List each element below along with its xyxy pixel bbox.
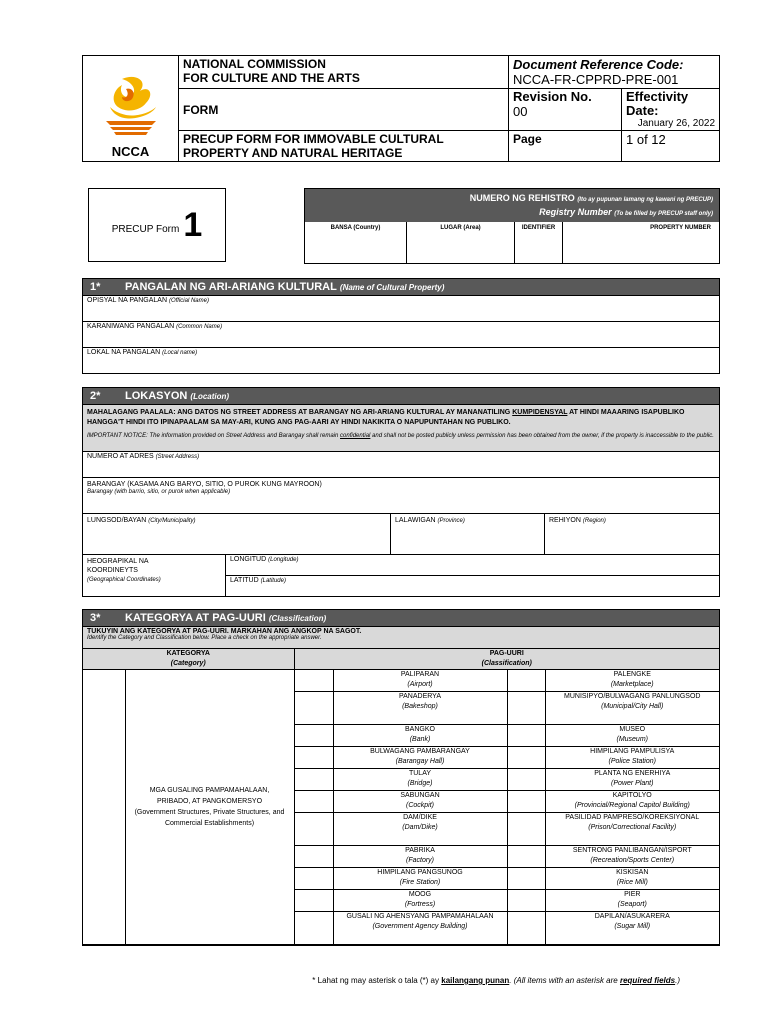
category-header-text: KATEGORYA (166, 650, 210, 657)
precup-number: 1 (183, 205, 203, 244)
classification-checkbox-left[interactable] (294, 813, 333, 846)
classification-item-left (333, 846, 507, 868)
section-2-bar (83, 388, 719, 404)
notice-en-confidential: confidential (340, 433, 371, 439)
classification-item-right (545, 791, 719, 813)
logo-text: NCCA (111, 144, 150, 159)
category-checkbox[interactable] (83, 670, 125, 945)
classification-item-left (333, 890, 507, 912)
footer-required: kailangang punan (441, 976, 510, 985)
classification-checkbox-left[interactable] (294, 769, 333, 791)
classification-item-left (333, 725, 507, 747)
org-line-1: NATIONAL COMMISSION (183, 57, 326, 71)
classification-header-en: (Classification) (481, 660, 532, 667)
precup-label: PRECUP Form (111, 223, 180, 235)
classification-row (83, 670, 719, 692)
classification-right-label: MUNISIPYO/BULWAGANG PANLUNGSOD (564, 693, 701, 700)
longitude-label-en: (Longitude) (268, 557, 299, 563)
classification-header (294, 649, 719, 670)
title-line-1: PRECUP FORM FOR IMMOVABLE CULTURAL (183, 132, 444, 146)
registry-box (304, 188, 720, 264)
category-text-3: (Government Structures, Private Structures, and Commercial Establishments) (134, 809, 285, 827)
classification-item-left (333, 868, 507, 890)
section-1-title: PANGALAN NG ARI-ARIANG KULTURAL (125, 281, 337, 293)
classification-table (83, 648, 719, 945)
classification-item-left (333, 747, 507, 769)
notice-en-a: IMPORTANT NOTICE: The information provided on Street Address and Barangay shall remain (87, 433, 339, 439)
province-label-en: (Province) (437, 518, 465, 524)
city-field[interactable] (83, 514, 391, 554)
ref-label: Document Reference Code: (513, 57, 684, 72)
classification-item-right (545, 890, 719, 912)
classification-left-label-en: (Government Agency Building) (372, 923, 468, 930)
official-name-field[interactable] (83, 295, 719, 321)
classification-instructions (83, 626, 719, 648)
street-label-en: (Street Address) (155, 454, 200, 460)
classification-checkbox-right[interactable] (507, 670, 545, 692)
classification-right-label: HIMPILANG PAMPULISYA (590, 748, 675, 755)
classification-checkbox-right[interactable] (507, 692, 545, 725)
classification-right-label-en: (Police Station) (608, 758, 656, 765)
classification-left-label: DAM/DIKE (403, 814, 437, 821)
classification-item-right (545, 670, 719, 692)
city-label-en: (City/Municipality) (148, 518, 196, 524)
title-line-2: PROPERTY AND NATURAL HERITAGE (183, 146, 403, 160)
section-3-title-en: (Classification) (268, 613, 327, 623)
form-label: FORM (179, 89, 509, 131)
classification-checkbox-right[interactable] (507, 769, 545, 791)
classification-right-label-en: (Sugar Mill) (614, 923, 651, 930)
classification-checkbox-left[interactable] (294, 890, 333, 912)
classification-right-label: KAPITOLYO (612, 792, 652, 799)
classification-right-label: PLANTA NG ENERHIYA (594, 770, 671, 777)
section-1-title-en: (Name of Cultural Property) (339, 282, 445, 292)
classification-left-label: TULAY (408, 770, 432, 777)
classification-item-left (333, 912, 507, 945)
important-notice (83, 404, 719, 451)
latitude-field[interactable] (226, 575, 719, 596)
registry-title: NUMERO NG REHISTRO (469, 193, 575, 203)
ref-value: NCCA-FR-CPPRD-PRE-001 (513, 72, 679, 87)
geo-label-1: HEOGRAPIKAL NA (87, 558, 149, 565)
classification-right-label: PASILIDAD PAMPRESO/KOREKSIYONAL (565, 814, 700, 821)
classification-item-right (545, 813, 719, 846)
footer-text-c: .) (675, 976, 680, 985)
classification-checkbox-right[interactable] (507, 912, 545, 945)
classification-right-label-en: (Rice Mill) (616, 879, 648, 886)
classification-checkbox-left[interactable] (294, 791, 333, 813)
classification-right-label-en: (Museum) (616, 736, 648, 743)
classification-left-label-en: (Bridge) (407, 780, 433, 787)
classification-left-label: SABUNGAN (400, 792, 440, 799)
common-name-label: KARANIWANG PANGALAN (87, 323, 175, 330)
registry-subtitle: Registry Number (539, 207, 612, 217)
revision-value: 00 (513, 104, 528, 119)
ncca-flame-logo-icon (96, 71, 166, 139)
page-value: 1 of 12 (622, 131, 720, 162)
classification-left-label-en: (Bakeshop) (402, 703, 438, 710)
classification-right-label-en: (Municipal/City Hall) (601, 703, 664, 710)
classification-left-label-en: (Bank) (409, 736, 431, 743)
classification-right-label-en: (Recreation/Sports Center) (590, 857, 675, 864)
classification-left-label: PALIPARAN (400, 671, 440, 678)
notice-text-b: AT HINDI MAAARING ISAPUBLIKO HANGGA'T HINDI ITO IPINAPAALAM SA MAY-ARI, KUNG ANG PAG-AARI AY HINDI NAKIKITA O NAPUPUNTAHAN NG PUBLIKO. (87, 409, 685, 426)
classification-checkbox-right[interactable] (507, 813, 545, 846)
instructions-text: TUKUYIN ANG KATEGORYA AT PAG-UURI. MARKAHAN ANG ANGKOP NA SAGOT. (87, 628, 362, 635)
local-name-label: LOKAL NA PANGALAN (87, 349, 161, 356)
classification-checkbox-left[interactable] (294, 670, 333, 692)
classification-checkbox-left[interactable] (294, 692, 333, 725)
common-name-field[interactable] (83, 321, 719, 347)
classification-checkbox-right[interactable] (507, 791, 545, 813)
section-3-bar (83, 610, 719, 626)
classification-left-label-en: (Dam/Dike) (402, 824, 438, 831)
classification-right-label: SENTRONG PANLIBANGAN/ISPORT (572, 847, 692, 854)
category-text-2: PRIBADO, AT PANGKOMERSYO (156, 798, 263, 805)
geo-label-en: (Geographical Coordinates) (87, 577, 161, 583)
section-1-bar (83, 279, 719, 295)
region-label: REHIYON (549, 517, 581, 524)
region-label-en: (Region) (582, 518, 606, 524)
city-label: LUNGSOD/BAYAN (87, 517, 147, 524)
effectivity-cell (622, 89, 720, 131)
org-name-cell (179, 56, 509, 89)
section-3-classification (82, 609, 720, 946)
longitude-label: LONGITUD (230, 556, 267, 563)
classification-item-right (545, 725, 719, 747)
section-2-location (82, 387, 720, 597)
classification-left-label-en: (Fire Station) (399, 879, 441, 886)
effectivity-label-1: Effectivity (626, 89, 689, 104)
classification-right-label-en: (Marketplace) (610, 681, 654, 688)
classification-item-left (333, 692, 507, 725)
common-name-label-en: (Common Name) (176, 324, 223, 330)
section-1-number: 1* (90, 281, 101, 293)
footer-required-fields: required fields (619, 976, 676, 985)
classification-left-label-en: (Airport) (407, 681, 433, 688)
footer-note (0, 976, 768, 985)
section-1-name (82, 278, 720, 374)
registry-title-note: (Ito ay pupunan lamang ng kawani ng PRECUP) (577, 197, 713, 203)
effectivity-value: January 26, 2022 (637, 118, 715, 129)
classification-checkbox-right[interactable] (507, 725, 545, 747)
instructions-text-en: Identify the Category and Classification below. Place a check on the appropriate answer. (87, 635, 322, 641)
classification-item-right (545, 769, 719, 791)
registry-header (305, 189, 719, 222)
classification-right-label: KISKISAN (616, 869, 649, 876)
classification-left-label-en: (Fortress) (404, 901, 436, 908)
classification-left-label-en: (Cockpit) (405, 802, 434, 809)
revision-label: Revision No. (513, 89, 592, 104)
classification-left-label: BANGKO (405, 726, 435, 733)
barangay-field[interactable] (83, 477, 719, 513)
classification-checkbox-right[interactable] (507, 868, 545, 890)
classification-checkbox-right[interactable] (507, 747, 545, 769)
footer-text-b: . (All items with an asterisk are (509, 976, 618, 985)
classification-right-label: MUSEO (619, 726, 646, 733)
classification-item-right (545, 868, 719, 890)
official-name-label: OPISYAL NA PANGALAN (87, 297, 168, 304)
geo-label-2: KOORDINEYTS (87, 567, 138, 574)
street-label: NUMERO AT ADRES (87, 453, 154, 460)
latitude-label-en: (Latitude) (260, 578, 286, 584)
classification-left-label-en: (Factory) (406, 857, 434, 864)
precup-form-box (88, 188, 226, 262)
classification-left-label: PABRIKA (405, 847, 435, 854)
registry-identifier-field[interactable]: IDENTIFIER (515, 222, 563, 263)
barangay-label: BARANGAY (KASAMA ANG BARYO, SITIO, O PUROK KUNG MAYROON) (87, 481, 322, 488)
street-address-field[interactable] (83, 451, 719, 477)
classification-checkbox-left[interactable] (294, 747, 333, 769)
footer-text-a: * Lahat ng may asterisk o tala (*) ay (312, 976, 440, 985)
classification-right-label-en: (Provincial/Regional Capitol Building) (574, 802, 690, 809)
latitude-label: LATITUD (230, 577, 259, 584)
longitude-field[interactable] (226, 555, 719, 575)
classification-checkbox-left[interactable] (294, 868, 333, 890)
classification-item-right (545, 692, 719, 725)
section-3-title: KATEGORYA AT PAG-UURI (125, 612, 266, 624)
classification-checkbox-left[interactable] (294, 725, 333, 747)
classification-right-label-en: (Seaport) (617, 901, 647, 908)
ref-code-cell (509, 56, 720, 89)
title-cell (179, 131, 509, 162)
section-2-title: LOKASYON (125, 390, 188, 402)
notice-en-b: and shall not be posted publicly unless permission has been obtained from the owner, if the property is inaccessible to the public. (372, 433, 714, 439)
province-label: LALAWIGAN (395, 517, 436, 524)
classification-checkbox-left[interactable] (294, 912, 333, 945)
revision-cell (509, 89, 622, 131)
section-2-number: 2* (90, 390, 101, 402)
barangay-label-en: Barangay (with barrio, sitio, or purok when applicable) (87, 489, 231, 495)
org-line-2: FOR CULTURE AND THE ARTS (183, 71, 360, 85)
local-name-label-en: (Local name) (162, 350, 198, 356)
registry-subtitle-note: (To be filled by PRECUP staff only) (614, 211, 713, 217)
registry-area-field[interactable]: LUGAR (Area) (407, 222, 515, 263)
local-name-field[interactable] (83, 347, 719, 373)
notice-confidential: KUMPIDENSYAL (512, 409, 568, 416)
logo-cell (83, 56, 179, 162)
notice-text-a: MAHALAGANG PAALALA: ANG DATOS NG STREET ADDRESS AT BARANGAY NG ARI-ARIANG KULTURAL AY MANANATILING (87, 409, 511, 416)
official-name-label-en: (Official Name) (168, 298, 209, 304)
classification-left-label: PANADERYA (398, 693, 441, 700)
classification-item-left (333, 670, 507, 692)
classification-checkbox-left[interactable] (294, 846, 333, 868)
registry-country-field[interactable]: BANSA (Country) (305, 222, 407, 263)
classification-right-label-en: (Power Plant) (611, 780, 654, 787)
classification-header-text: PAG-UURI (489, 650, 524, 657)
classification-left-label-en: (Barangay Hall) (395, 758, 445, 765)
category-gov-private-commercial (125, 670, 294, 945)
category-header-en: (Category) (170, 660, 206, 667)
region-field[interactable] (545, 514, 719, 554)
classification-item-left (333, 769, 507, 791)
classification-checkbox-right[interactable] (507, 846, 545, 868)
classification-left-label: BULWAGANG PAMBARANGAY (370, 748, 470, 755)
classification-left-label: MOOG (408, 891, 432, 898)
category-text-1: MGA GUSALING PAMPAMAHALAAN, (149, 787, 270, 794)
page-label: Page (509, 131, 622, 162)
classification-item-right (545, 912, 719, 945)
classification-right-label-en: (Prison/Correctional Facility) (588, 824, 677, 831)
classification-right-label: DAPILAN/ASUKARERA (594, 913, 670, 920)
registry-property-number-field[interactable]: PROPERTY NUMBER (650, 225, 711, 231)
classification-left-label: HIMPILANG PANGSUNOG (377, 869, 463, 876)
classification-right-label: PALENGKE (613, 671, 651, 678)
header-table (82, 55, 720, 162)
section-3-number: 3* (90, 612, 101, 624)
section-2-title-en: (Location) (190, 391, 230, 401)
category-header (83, 649, 294, 670)
province-field[interactable] (391, 514, 545, 554)
classification-item-right (545, 747, 719, 769)
classification-item-left (333, 813, 507, 846)
classification-right-label: PIER (624, 891, 641, 898)
geo-coordinates-label (83, 555, 226, 596)
classification-item-right (545, 846, 719, 868)
effectivity-label-2: Date: (626, 103, 659, 118)
classification-item-left (333, 791, 507, 813)
classification-checkbox-right[interactable] (507, 890, 545, 912)
classification-left-label: GUSALI NG AHENSYANG PAMPAMAHALAAN (346, 913, 494, 920)
